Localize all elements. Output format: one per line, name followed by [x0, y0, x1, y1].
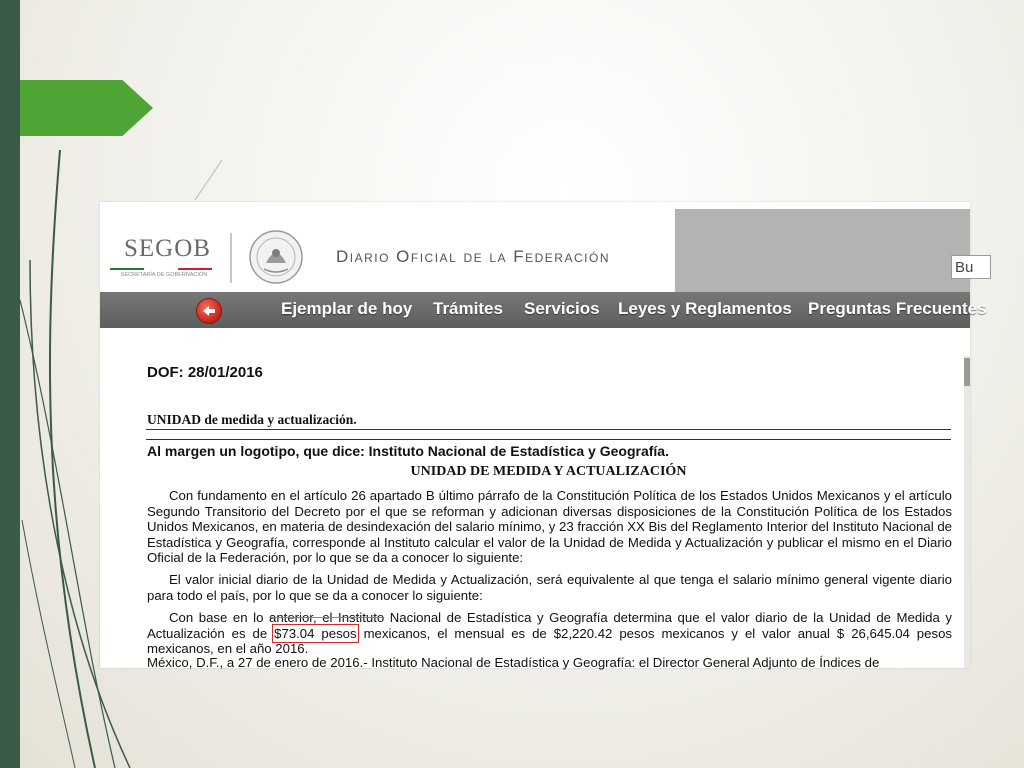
screenshot-frame [100, 202, 987, 670]
document-heading: UNIDAD de medida y actualización. [147, 412, 357, 427]
scrollbar-track[interactable] [964, 356, 970, 668]
nav-item-ejemplar[interactable]: Ejemplar de hoy [281, 299, 413, 318]
segob-logo[interactable]: SEGOB [124, 235, 211, 262]
header-divider [230, 233, 232, 283]
para3-strike-text: anterior, el Instituto [268, 610, 385, 625]
para4-text: México, D.F., a 27 de enero de 2016.- Instituto Nacional de Estadística y Geografía: el Director General Adjunto de Índices de [147, 655, 880, 670]
document-date: DOF: 28/01/2016 [147, 364, 263, 381]
back-arrow-icon[interactable] [196, 298, 222, 324]
main-nav [100, 292, 987, 328]
nav-item-servicios[interactable]: Servicios [524, 299, 600, 318]
nav-item-preguntas[interactable]: Preguntas Frecuentes [808, 299, 987, 318]
paragraph-3 [147, 610, 952, 657]
nav-item-leyes[interactable]: Leyes y Reglamentos [618, 299, 792, 318]
document-title: UNIDAD DE MEDIDA Y ACTUALIZACIÓN [410, 464, 687, 479]
divider [146, 439, 951, 440]
segob-flag-line [110, 268, 212, 270]
paragraph-2: El valor inicial diario de la Unidad de Medida y Actualización, será equivalente al que tenga el salario mínimo general vigente diario para todo el país, por lo que se da a conocer lo siguiente: [147, 572, 952, 603]
para3-text-a: Con base en lo [169, 610, 269, 625]
para3-text-d: mexicanos, el mensual es de $2,220.42 pesos mexicanos y el valor anual $ 26,645.04 pesos mexicanos, en el año 2016. [147, 625, 952, 657]
header-right-panel [675, 209, 970, 292]
national-seal-icon [248, 229, 304, 285]
para3-text-c: Nacional de Estadística y Geografía determina que el valor diario de la Unidad de Medida y Actualización es de [147, 610, 952, 641]
highlighted-value: $73.04 pesos [274, 625, 357, 641]
site-header [100, 209, 974, 292]
paragraph-4-partial [147, 655, 952, 670]
paragraph-1: Con fundamento en el artículo 26 apartado B último párrafo de la Constitución Política de los Estados Unidos Mexicanos y el artículo Segundo Transitorio del Decreto por el que se reforman y adicionan diversas disposiciones de la Constitución Política de los Estados Unidos Mexicanos, en materia de desindexación del salario mínimo, y 23 fracción XX Bis del Reglamento Interior del Instituto Nacional de Estadística y Geografía, corresponde al Instituto calcular el valor de la Unidad de Medida y Actualización y publicar el mismo en el Diario Oficial de la Federación, por lo que se da a conocer lo siguiente: [147, 488, 952, 566]
margin-note: Al margen un logotipo, que dice: Instituto Nacional de Estadística y Geografía. [147, 443, 669, 459]
scrollbar-thumb[interactable] [964, 358, 970, 386]
site-title[interactable]: Diario Oficial de la Federación [336, 247, 610, 266]
document-content [100, 328, 970, 668]
search-input[interactable]: Bu [951, 255, 991, 279]
segob-subtitle: SECRETARÍA DE GOBERNACIÓN [120, 272, 208, 278]
divider [146, 429, 951, 430]
nav-item-tramites[interactable]: Trámites [433, 299, 503, 318]
